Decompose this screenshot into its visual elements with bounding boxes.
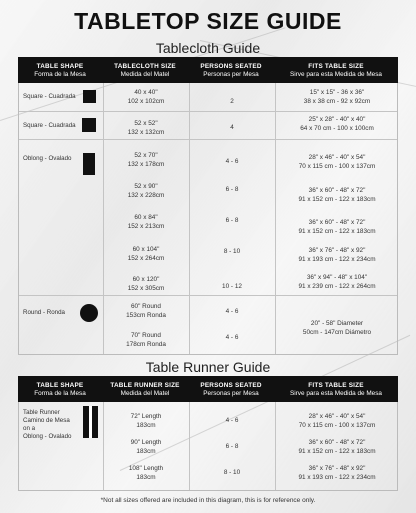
size-cell: 52 x 70" 132 x 178cm bbox=[127, 152, 165, 168]
fits-cell: 36" x 60" - 48" x 72" 91 x 152 cm - 122 x 183cm bbox=[298, 219, 376, 235]
seated-cell: 4 - 6 bbox=[225, 334, 239, 341]
header-tablecloth-size: TABLECLOTH SIZE Medida del Matel bbox=[114, 62, 176, 78]
runner-size-cell: 72" Length 183cm bbox=[130, 413, 162, 429]
fits-cell: 20" - 58" Diameter 50cm - 147cm Diámetro bbox=[302, 320, 372, 336]
seated-cell: 10 - 12 bbox=[222, 283, 242, 290]
header-table-shape: TABLE SHAPE Forma de la Mesa bbox=[34, 381, 86, 397]
runner-stripe-icon bbox=[89, 406, 92, 438]
square-shape-icon bbox=[83, 90, 96, 103]
header-table-runner-size: TABLE RUNNER SIZE Medida del Matel bbox=[110, 381, 180, 397]
size-cell: 52 x 52" 132 x 132cm bbox=[127, 120, 165, 136]
tablecloth-guide-heading: Tablecloth Guide bbox=[155, 40, 261, 56]
fits-cell: 36" x 76" - 48" x 92" 91 x 193 cm - 122 x 234cm bbox=[298, 247, 376, 263]
runner-body bbox=[18, 402, 398, 491]
seated-cell: 4 bbox=[230, 124, 234, 131]
table-runner-table bbox=[18, 376, 398, 491]
runner-header-row bbox=[18, 376, 398, 402]
square-shape-icon bbox=[82, 118, 96, 132]
round-shape-icon bbox=[80, 304, 98, 322]
shape-square-label: Square - Cuadrada bbox=[23, 122, 76, 129]
size-cell: 70" Round 178cm Ronda bbox=[126, 332, 166, 348]
fits-cell: 25" x 28" - 40" x 40" 64 x 70 cm - 100 x 100cm bbox=[300, 116, 374, 132]
fits-cell: 36" x 60" - 48" x 72" 91 x 152 cm - 122 x 183cm bbox=[298, 187, 376, 203]
runner-seated-cell: 6 - 8 bbox=[225, 443, 239, 450]
shape-round-label: Round - Ronda bbox=[23, 309, 65, 316]
tablecloth-table bbox=[18, 57, 398, 355]
runner-seated-cell: 8 - 10 bbox=[223, 469, 241, 476]
runner-seated-cell: 4 - 6 bbox=[225, 417, 239, 424]
table-runner-guide-heading: Table Runner Guide bbox=[145, 359, 271, 375]
runner-size-cell: 90" Length 183cm bbox=[130, 439, 162, 455]
seated-cell: 2 bbox=[230, 98, 234, 105]
seated-cell: 4 - 6 bbox=[225, 158, 239, 165]
runner-fits-cell: 36" x 60" - 48" x 72" 91 x 152 cm - 122 x 183cm bbox=[298, 439, 376, 455]
runner-shape-label: Table Runner Camino de Mesa on a Oblong - Ovalado bbox=[23, 409, 72, 440]
oblong-runner-icon bbox=[83, 406, 98, 438]
tablecloth-header-row bbox=[18, 57, 398, 83]
size-cell: 40 x 40" 102 x 102cm bbox=[127, 89, 165, 105]
page-title: TABLETOP SIZE GUIDE bbox=[74, 8, 342, 34]
header-fits-table-size: FITS TABLE SIZE Sirve para esta Medida de Mesa bbox=[289, 381, 382, 397]
size-cell: 60 x 104" 152 x 264cm bbox=[127, 246, 165, 262]
header-persons-seated: PERSONS SEATED Personas per Mesa bbox=[200, 62, 262, 78]
size-cell: 60 x 120" 152 x 305cm bbox=[127, 276, 165, 292]
size-cell: 60" Round 153cm Ronda bbox=[126, 303, 166, 319]
shape-square-label: Square - Cuadrada bbox=[23, 93, 76, 100]
runner-fits-cell: 28" x 46" - 40" x 54" 70 x 115 cm - 100 x 137cm bbox=[298, 413, 376, 429]
seated-cell: 4 - 6 bbox=[225, 308, 239, 315]
header-persons-seated: PERSONS SEATED Personas per Mesa bbox=[200, 381, 262, 397]
size-cell: 52 x 90" 132 x 228cm bbox=[127, 183, 165, 199]
seated-cell: 8 - 10 bbox=[223, 248, 241, 255]
fits-cell: 15" x 15" - 36 x 36" 38 x 38 cm - 92 x 92cm bbox=[303, 89, 371, 105]
tablecloth-body bbox=[18, 83, 398, 355]
fits-cell: 28" x 46" - 40" x 54" 70 x 115 cm - 100 x 137cm bbox=[298, 154, 376, 170]
seated-cell: 6 - 8 bbox=[225, 186, 239, 193]
oblong-shape-icon bbox=[83, 153, 95, 175]
header-fits-table-size: FITS TABLE SIZE Sirve para esta Medida de Mesa bbox=[289, 62, 382, 78]
footnote: *Not all sizes offered are included in this diagram, this is for reference only. bbox=[100, 497, 316, 504]
fits-cell: 36" x 94" - 48" x 104" 91 x 239 cm - 122 x 264cm bbox=[298, 274, 376, 290]
header-table-shape: TABLE SHAPE Forma de la Mesa bbox=[34, 62, 86, 78]
runner-size-cell: 108" Length 183cm bbox=[128, 465, 164, 481]
shape-oblong-label: Oblong - Ovalado bbox=[23, 155, 72, 162]
runner-fits-cell: 36" x 76" - 48" x 92" 91 x 193 cm - 122 x 234cm bbox=[298, 465, 376, 481]
size-cell: 60 x 84" 152 x 213cm bbox=[127, 214, 165, 230]
seated-cell: 6 - 8 bbox=[225, 217, 239, 224]
